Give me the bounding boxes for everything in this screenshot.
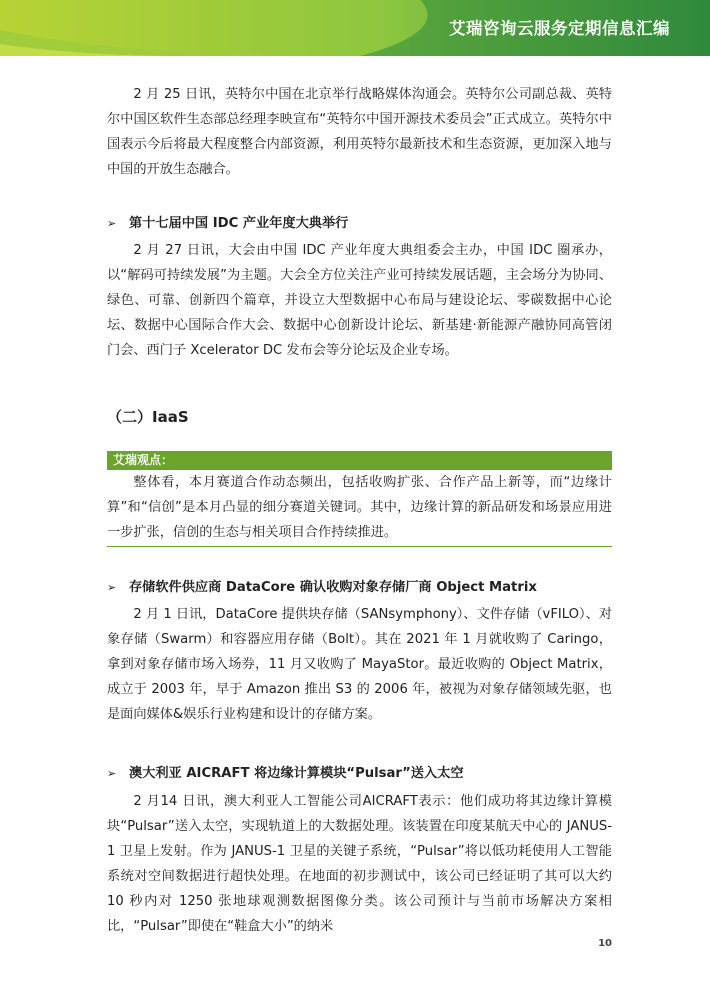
page-header: [0, 0, 710, 56]
paragraph-aicraft: 2 月14 日讯，澳大利亚人工智能公司AICRAFT表示：他们成功将其边缘计算模块“Pulsar”送入太空，实现轨道上的大数据处理。该装置在印度某航天中心的 JANUS-1 卫星上发射。作为 JANUS-1 卫星的关键子系统，“Pulsar”将以低功耗使用人工智能系统对空间数据进行超快处理。在地面的初步测试中，该公司已经证明了其可以大约 10 秒内对 1250 张地球观测数据图像分类。该公司预计与当前市场解决方案相比，“Pulsar”即使在“鞋盒大小”的纳米: [107, 794, 612, 934]
header-title: 艾瑞咨询云服务定期信息汇编: [449, 19, 670, 38]
arrow-bullet-icon: ➢: [107, 217, 117, 230]
arrow-bullet-icon: ➢: [107, 581, 117, 594]
heading-idc-event: [107, 213, 612, 235]
analyst-callout: [107, 451, 612, 547]
arrow-bullet-icon: ➢: [107, 767, 117, 780]
page-number: 10: [598, 938, 612, 949]
paragraph-idc: 2 月 27 日讯，大会由中国 IDC 产业年度大典组委会主办，中国 IDC 圈承办，以“解码可持续发展”为主题。大会全方位关注产业可持续发展话题，主会场分为协同、绿色、可靠、创新四个篇章，并设立大型数据中心布局与建设论坛、零碳数据中心论坛、数据中心国际合作大会、数据中心创新设计论坛、新基建·新能源产融协同高管闭门会、西门子 Xcelerator DC 发布会等分论坛及企业专场。: [107, 243, 612, 358]
heading-text: 澳大利亚 AICRAFT 将边缘计算模块“Pulsar”送入太空: [129, 766, 464, 781]
heading-aicraft: [107, 763, 612, 785]
paragraph-intel: 2 月 25 日讯，英特尔中国在北京举行战略媒体沟通会。英特尔公司副总裁、英特尔中国区软件生态部总经理李映宣布“英特尔中国开源技术委员会”正式成立。英特尔中国表示今后将最大程度整合内部资源，利用英特尔最新技术和生态资源，更加深入地与中国的开放生态融合。: [107, 87, 612, 177]
paragraph-datacore: 2 月 1 日讯，DataCore 提供块存储（SANsymphony）、文件存储（vFILO）、对象存储（Swarm）和容器应用存储（Bolt）。其在 2021 年 1 月就收购了 Caringo，拿到对象存储市场入场券，11 月又收购了 MayaStor。最近收购的 Object Matrix，成立于 2003 年，早于 Amazon 推出 S3 的 2006 年，被视为对象存储领域先驱，也是面向媒体&娱乐行业构建和设计的存储方案。: [107, 607, 613, 722]
heading-datacore: [107, 577, 612, 599]
callout-text: 整体看，本月赛道合作动态频出，包括收购扩张、合作产品上新等，而“边缘计算”和“信创”是本月凸显的细分赛道关键词。其中，边缘计算的新品研发和场景应用进一步扩张，信创的生态与相关项目合作持续推进。: [107, 475, 612, 540]
heading-text: 存储软件供应商 DataCore 确认收购对象存储厂商 Object Matrix: [129, 580, 537, 595]
callout-label: 艾瑞观点：: [107, 451, 612, 470]
heading-text: 第十七届中国 IDC 产业年度大典举行: [129, 216, 349, 231]
section-title-iaas: （二）IaaS: [107, 408, 189, 426]
